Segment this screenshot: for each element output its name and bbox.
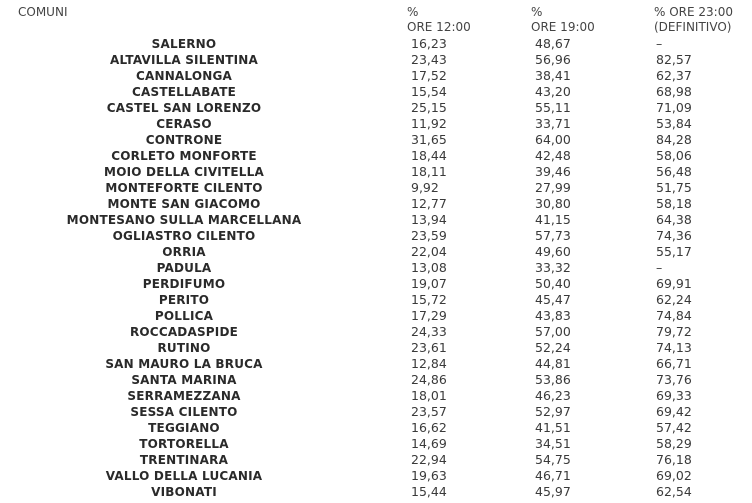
- table-row: [0, 164, 752, 180]
- turnout-ore-19: 52,97: [535, 404, 571, 419]
- turnout-ore-19: 27,99: [535, 180, 571, 195]
- comune-name: TRENTINARA: [139, 453, 229, 467]
- turnout-ore-23: 53,84: [656, 116, 692, 131]
- table-row: [0, 372, 752, 388]
- turnout-ore-23: 58,29: [656, 436, 692, 451]
- turnout-ore-19: 57,73: [535, 228, 571, 243]
- comune-name: MONTESANO SULLA MARCELLANA: [66, 213, 302, 227]
- turnout-ore-19: 52,24: [535, 340, 571, 355]
- turnout-ore-23: 79,72: [656, 324, 692, 339]
- table-row: [0, 68, 752, 84]
- header-comuni: [18, 5, 67, 20]
- turnout-ore-23: 84,28: [656, 132, 692, 147]
- comune-name: CORLETO MONFORTE: [111, 149, 257, 163]
- comune-name: SALERNO: [151, 37, 217, 51]
- turnout-ore-12: 18,11: [411, 164, 447, 179]
- turnout-ore-12: 24,33: [411, 324, 447, 339]
- table-row: [0, 260, 752, 276]
- table-row: [0, 292, 752, 308]
- turnout-ore-19: 42,48: [535, 148, 571, 163]
- turnout-ore-23: 73,76: [656, 372, 692, 387]
- turnout-ore-12: 23,43: [411, 52, 447, 67]
- turnout-ore-19: 49,60: [535, 244, 571, 259]
- turnout-ore-12: 13,08: [411, 260, 447, 275]
- turnout-ore-19: 46,71: [535, 468, 571, 483]
- turnout-ore-12: 22,04: [411, 244, 447, 259]
- comune-name: PERDIFUMO: [142, 277, 226, 291]
- table-row: [0, 276, 752, 292]
- table-row: [0, 468, 752, 484]
- header-ore-12: [407, 5, 471, 35]
- turnout-ore-12: 25,15: [411, 100, 447, 115]
- turnout-ore-23: 57,42: [656, 420, 692, 435]
- header-comuni-label: COMUNI: [18, 5, 68, 19]
- table-row: [0, 52, 752, 68]
- turnout-ore-23: 62,37: [656, 68, 692, 83]
- turnout-ore-12: 17,52: [411, 68, 447, 83]
- turnout-ore-23: 62,24: [656, 292, 692, 307]
- turnout-ore-12: 16,62: [411, 420, 447, 435]
- table-row: [0, 244, 752, 260]
- turnout-ore-19: 55,11: [535, 100, 571, 115]
- turnout-ore-12: 18,44: [411, 148, 447, 163]
- turnout-ore-23: 69,02: [656, 468, 692, 483]
- turnout-ore-12: 19,63: [411, 468, 447, 483]
- header-ore-19-line1: %: [531, 5, 543, 19]
- turnout-ore-19: 45,47: [535, 292, 571, 307]
- comune-name: CONTRONE: [145, 133, 223, 147]
- comune-name: OGLIASTRO CILENTO: [112, 229, 256, 243]
- comune-name: SERRAMEZZANA: [127, 389, 241, 403]
- turnout-ore-19: 57,00: [535, 324, 571, 339]
- comune-name: CASTELLABATE: [132, 85, 236, 99]
- turnout-ore-19: 30,80: [535, 196, 571, 211]
- header-ore-12-line2: ORE 12:00: [407, 20, 471, 34]
- header-ore-19: [531, 5, 595, 35]
- table-row: [0, 100, 752, 116]
- turnout-ore-23: 64,38: [656, 212, 692, 227]
- turnout-ore-12: 23,61: [411, 340, 447, 355]
- turnout-ore-19: 34,51: [535, 436, 571, 451]
- turnout-ore-12: 31,65: [411, 132, 447, 147]
- table-row: [0, 324, 752, 340]
- turnout-ore-23: 68,98: [656, 84, 692, 99]
- turnout-ore-12: 15,54: [411, 84, 447, 99]
- turnout-ore-23: 58,18: [656, 196, 692, 211]
- turnout-ore-12: 16,23: [411, 36, 447, 51]
- turnout-ore-19: 41,15: [535, 212, 571, 227]
- header-ore-23-line2: (DEFINITIVO): [654, 20, 732, 34]
- comune-name: TEGGIANO: [148, 421, 220, 435]
- turnout-ore-19: 39,46: [535, 164, 571, 179]
- turnout-ore-19: 38,41: [535, 68, 571, 83]
- turnout-ore-23: 62,54: [656, 484, 692, 499]
- comune-name: RUTINO: [157, 341, 211, 355]
- turnout-ore-12: 15,72: [411, 292, 447, 307]
- turnout-ore-12: 9,92: [411, 180, 439, 195]
- turnout-ore-12: 18,01: [411, 388, 447, 403]
- comune-name: SESSA CILENTO: [130, 405, 238, 419]
- comune-name: TORTORELLA: [139, 437, 229, 451]
- turnout-ore-12: 14,69: [411, 436, 447, 451]
- turnout-ore-23: –: [656, 36, 663, 51]
- comune-name: ORRIA: [162, 245, 206, 259]
- table-row: [0, 356, 752, 372]
- table-row: [0, 308, 752, 324]
- comune-name: PERITO: [158, 293, 210, 307]
- table-row: [0, 340, 752, 356]
- table-row: [0, 420, 752, 436]
- header-ore-23-line1: % ORE 23:00: [654, 5, 733, 19]
- header-ore-12-line1: %: [407, 5, 419, 19]
- table-row: [0, 388, 752, 404]
- comune-name: CERASO: [156, 117, 212, 131]
- turnout-ore-12: 11,92: [411, 116, 447, 131]
- table-row: [0, 436, 752, 452]
- turnout-ore-19: 46,23: [535, 388, 571, 403]
- turnout-ore-23: 71,09: [656, 100, 692, 115]
- comune-name: SANTA MARINA: [131, 373, 237, 387]
- turnout-ore-12: 13,94: [411, 212, 447, 227]
- comune-name: VIBONATI: [151, 485, 217, 499]
- turnout-ore-19: 33,71: [535, 116, 571, 131]
- turnout-ore-12: 17,29: [411, 308, 447, 323]
- turnout-ore-12: 23,59: [411, 228, 447, 243]
- comune-name: VALLO DELLA LUCANIA: [105, 469, 263, 483]
- table-row: [0, 132, 752, 148]
- turnout-ore-19: 33,32: [535, 260, 571, 275]
- turnout-ore-23: 55,17: [656, 244, 692, 259]
- header-ore-23: [654, 5, 733, 35]
- table-row: [0, 36, 752, 52]
- comune-name: MONTE SAN GIACOMO: [107, 197, 261, 211]
- table-row: [0, 84, 752, 100]
- turnout-ore-19: 43,20: [535, 84, 571, 99]
- turnout-ore-23: 51,75: [656, 180, 692, 195]
- turnout-ore-23: 74,84: [656, 308, 692, 323]
- turnout-ore-23: 58,06: [656, 148, 692, 163]
- comune-name: ALTAVILLA SILENTINA: [110, 53, 258, 67]
- table-row: [0, 116, 752, 132]
- comune-name: SAN MAURO LA BRUCA: [105, 357, 263, 371]
- turnout-ore-23: 69,42: [656, 404, 692, 419]
- comune-name: MOIO DELLA CIVITELLA: [104, 165, 264, 179]
- table-row: [0, 196, 752, 212]
- comune-name: ROCCADASPIDE: [129, 325, 239, 339]
- turnout-ore-12: 22,94: [411, 452, 447, 467]
- table-row: [0, 180, 752, 196]
- turnout-ore-19: 43,83: [535, 308, 571, 323]
- comune-name: PADULA: [156, 261, 212, 275]
- turnout-ore-23: –: [656, 260, 663, 275]
- table-row: [0, 484, 752, 500]
- turnout-ore-23: 76,18: [656, 452, 692, 467]
- comune-name: MONTEFORTE CILENTO: [105, 181, 263, 195]
- turnout-ore-23: 66,71: [656, 356, 692, 371]
- turnout-ore-19: 56,96: [535, 52, 571, 67]
- turnout-ore-23: 74,13: [656, 340, 692, 355]
- turnout-ore-23: 74,36: [656, 228, 692, 243]
- turnout-ore-19: 53,86: [535, 372, 571, 387]
- turnout-ore-12: 24,86: [411, 372, 447, 387]
- turnout-ore-23: 56,48: [656, 164, 692, 179]
- turnout-ore-19: 48,67: [535, 36, 571, 51]
- comune-name: CANNALONGA: [135, 69, 233, 83]
- table-row: [0, 228, 752, 244]
- turnout-ore-12: 23,57: [411, 404, 447, 419]
- comune-name: CASTEL SAN LORENZO: [106, 101, 262, 115]
- turnout-ore-12: 12,77: [411, 196, 447, 211]
- table-row: [0, 452, 752, 468]
- turnout-ore-12: 19,07: [411, 276, 447, 291]
- table-row: [0, 212, 752, 228]
- turnout-ore-23: 82,57: [656, 52, 692, 67]
- comune-name: POLLICA: [154, 309, 214, 323]
- table-row: [0, 404, 752, 420]
- turnout-ore-23: 69,33: [656, 388, 692, 403]
- table-body: [0, 36, 752, 500]
- turnout-ore-19: 45,97: [535, 484, 571, 499]
- turnout-ore-19: 44,81: [535, 356, 571, 371]
- turnout-ore-12: 15,44: [411, 484, 447, 499]
- turnout-ore-19: 41,51: [535, 420, 571, 435]
- turnout-ore-12: 12,84: [411, 356, 447, 371]
- table-row: [0, 148, 752, 164]
- turnout-ore-19: 50,40: [535, 276, 571, 291]
- turnout-ore-23: 69,91: [656, 276, 692, 291]
- header-ore-19-line2: ORE 19:00: [531, 20, 595, 34]
- turnout-ore-19: 54,75: [535, 452, 571, 467]
- turnout-ore-19: 64,00: [535, 132, 571, 147]
